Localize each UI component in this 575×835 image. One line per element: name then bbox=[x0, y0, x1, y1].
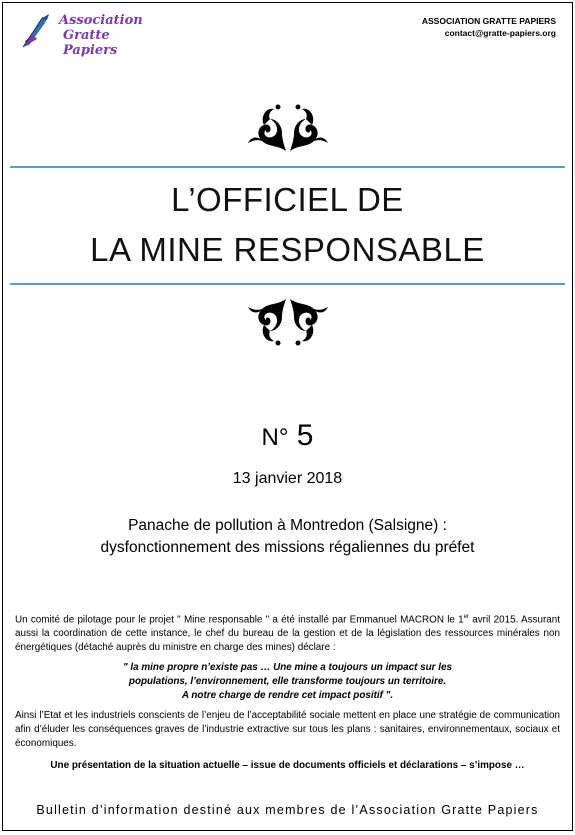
page-title-line-1: L’OFFICIEL DE bbox=[171, 181, 404, 218]
intro-sup: er bbox=[463, 614, 469, 620]
subject-line-1: Panache de pollution à Montredon (Salsigne) : bbox=[128, 517, 447, 534]
ornament-flourish-icon bbox=[238, 101, 338, 157]
logo-text bbox=[59, 13, 149, 58]
logo-line-1: Association bbox=[59, 13, 143, 28]
footer-note: Bulletin d’information destiné aux membres de l’Association Gratte Papiers bbox=[36, 803, 539, 817]
subject-line-2: dysfonctionnement des missions régaliennes du préfet bbox=[100, 539, 475, 556]
issue-prefix: N° bbox=[261, 424, 289, 451]
issue-number bbox=[3, 419, 572, 453]
official-quote bbox=[15, 661, 560, 703]
issue-subject bbox=[43, 515, 532, 559]
ornament-flourish-icon bbox=[238, 293, 338, 349]
document-page bbox=[2, 2, 573, 831]
body-text bbox=[15, 610, 560, 773]
paragraph-strategy: Ainsi l’Etat et les industriels conscients de l’enjeu de l’acceptabilité sociale mettent en place une stratégie de communication afin d’éluder les conséquences graves de l’industrie extractive sur tous les plans : sanitaires, environnementaux, sociaux et économiques. bbox=[15, 710, 560, 750]
issue-value: 5 bbox=[296, 419, 314, 452]
title-rule-top bbox=[10, 166, 565, 168]
logo-line-2: Gratte Papiers bbox=[63, 28, 118, 58]
title-rule-bottom bbox=[10, 283, 565, 285]
association-logo bbox=[19, 11, 143, 58]
presentation-line: Une présentation de la situation actuelle – issue de documents officiels et déclarations – s’impose … bbox=[50, 760, 525, 772]
page-title-line-2: LA MINE RESPONSABLE bbox=[90, 231, 485, 268]
quill-logo-icon bbox=[19, 11, 55, 49]
intro-text-a: Un comité de pilotage pour le projet " Mine responsable " a été installé par Emmanuel MACRON le 1 bbox=[15, 614, 464, 626]
quote-line-3: A notre charge de rendre cet impact positif ". bbox=[181, 690, 394, 702]
intro-text-b: avril 2015. Assurant aussi la coordination de cette instance, le chef du bureau de la gestion et de la législation des ressources minérales non énergétiques (détaché auprès du ministre en charge des mines) déclare : bbox=[15, 614, 560, 654]
quote-line-2: populations, l’environnement, elle transforme toujours un territoire. bbox=[128, 676, 447, 688]
quote-line-1: " la mine propre n’existe pas … Une mine a toujours un impact sur les bbox=[123, 662, 452, 674]
org-name: ASSOCIATION GRATTE PAPIERS bbox=[421, 16, 556, 26]
issue-date: 13 janvier 2018 bbox=[232, 470, 343, 487]
org-email[interactable]: contact@gratte-papiers.org bbox=[444, 28, 556, 38]
paragraph-intro bbox=[15, 610, 560, 655]
org-contact bbox=[422, 15, 556, 39]
